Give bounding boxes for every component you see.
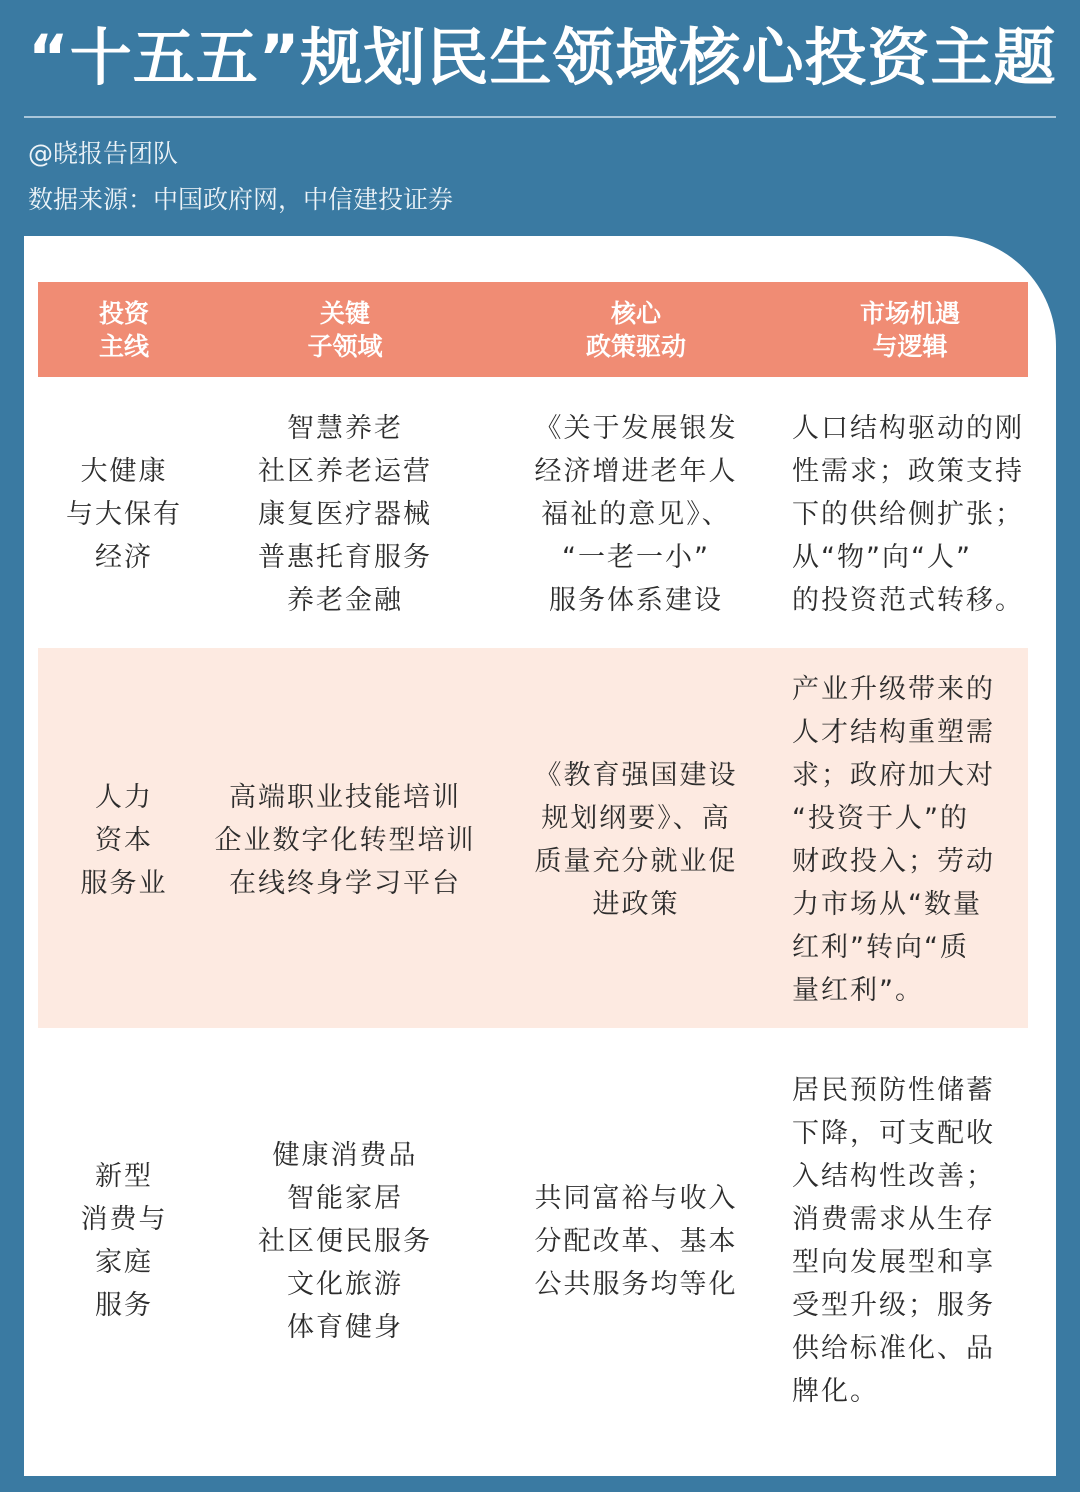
title-divider xyxy=(24,116,1056,118)
logic-cell: 产业升级带来的 人才结构重塑需 求；政府加大对 “投资于人”的 财政投入；劳动 力市场从“数量 红利”转向“质 量红利”。 xyxy=(792,674,995,1006)
subfields-cell: 智慧养老 社区养老运营 康复医疗器械 普惠托育服务 养老金融 xyxy=(258,412,432,616)
author-credit: @晓报告团队 xyxy=(28,139,179,168)
theme-cell: 大健康 与大保有 经济 xyxy=(66,455,182,573)
data-source: 数据来源：中国政府网，中信建投证券 xyxy=(28,185,454,214)
header-key-subfields: 关键 子领域 xyxy=(307,298,383,361)
policy-cell: 共同富裕与收入 分配改革、基本 公共服务均等化 xyxy=(534,1182,738,1300)
header-core-policy: 核心 政策驱动 xyxy=(585,298,686,361)
logic-cell: 居民预防性储蓄 下降，可支配收 入结构性改善； 消费需求从生存 型向发展型和享 受型升级；服务 供给标准化、品 牌化。 xyxy=(792,1075,995,1407)
table-row xyxy=(38,1066,1028,1416)
header-market-logic: 市场机遇 与逻辑 xyxy=(859,298,960,361)
page-title: “十五五”规划民生领域核心投资主题 xyxy=(28,21,1057,94)
table-row xyxy=(38,404,1028,624)
logic-cell: 人口结构驱动的刚 性需求；政策支持 下的供给侧扩张； 从“物”向“人” 的投资范式转移。 xyxy=(792,412,1024,616)
theme-cell: 人力 资本 服务业 xyxy=(80,781,168,899)
policy-cell: 《教育强国建设 规划纲要》、高 质量充分就业促 进政策 xyxy=(534,760,738,920)
table-row xyxy=(38,665,1028,1015)
header-investment-theme: 投资 主线 xyxy=(98,298,149,361)
subfields-cell: 健康消费品 智能家居 社区便民服务 文化旅游 体育健身 xyxy=(258,1139,432,1343)
policy-cell: 《关于发展银发 经济增进老年人 福祉的意见》、 “一老一小” 服务体系建设 xyxy=(534,412,738,616)
subfields-cell: 高端职业技能培训 企业数字化转型培训 在线终身学习平台 xyxy=(214,781,476,899)
theme-cell: 新型 消费与 家庭 服务 xyxy=(80,1161,168,1321)
table-header xyxy=(38,282,1028,377)
